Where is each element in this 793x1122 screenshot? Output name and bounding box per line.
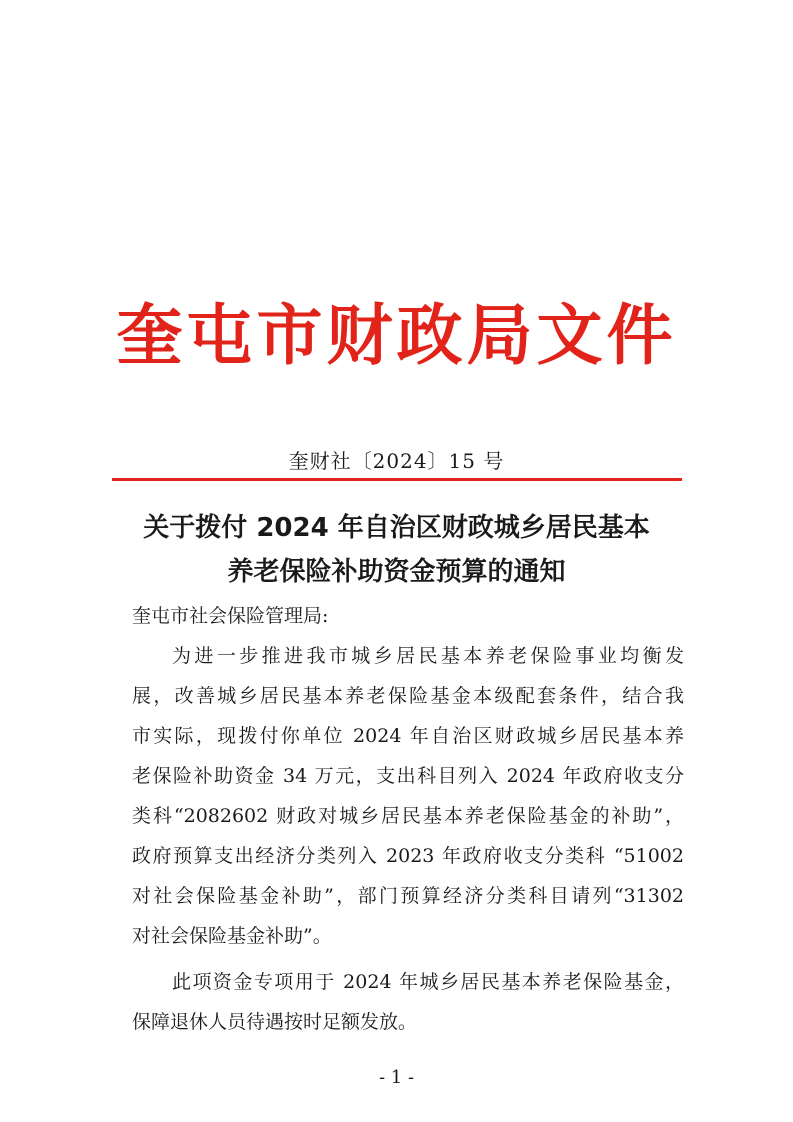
paragraph-1-line: 对社会保险基金补助”。 [132,925,332,947]
paragraph-2-line: 此项资金专项用于 2024 年城乡居民基本养老保险基金， [172,971,684,993]
paragraph-1-line: 政府预算支出经济分类列入 2023 年政府收支分类科 “51002 [132,845,684,867]
notice-title-line-1: 关于拨付 2024 年自治区财政城乡居民基本 [143,513,650,543]
notice-title [90,506,703,594]
notice-body [132,596,684,1042]
salutation: 奎屯市社会保险管理局: [132,605,329,627]
paragraph-2 [132,962,684,1042]
page-number: - 1 - [378,1067,415,1088]
masthead-title: 奎屯市财政局文件 [116,296,677,374]
paragraph-1-line: 老保险补助资金 34 万元，支出科目列入 2024 年政府收支分 [132,765,684,787]
paragraph-1-line: 展，改善城乡居民基本养老保险基金本级配套条件，结合我 [132,685,684,707]
red-divider-line [112,478,682,481]
document-number: 奎财社〔2024〕15 号 [288,449,505,473]
notice-title-line-2: 养老保险补助资金预算的通知 [227,557,566,587]
paragraph-1-line: 类科“2082602 财政对城乡居民基本养老保险基金的补助”， [132,805,684,827]
paragraph-1-line: 市实际，现拨付你单位 2024 年自治区财政城乡居民基本养 [132,725,684,747]
paragraph-1-line: 为进一步推进我市城乡居民基本养老保险事业均衡发 [172,645,684,667]
paragraph-2-line: 保障退休人员待遇按时足额发放。 [132,1011,418,1033]
paragraph-1-line: 对社会保险基金补助”，部门预算经济分类科目请列“31302 [132,885,684,907]
paragraph-1 [132,636,684,956]
